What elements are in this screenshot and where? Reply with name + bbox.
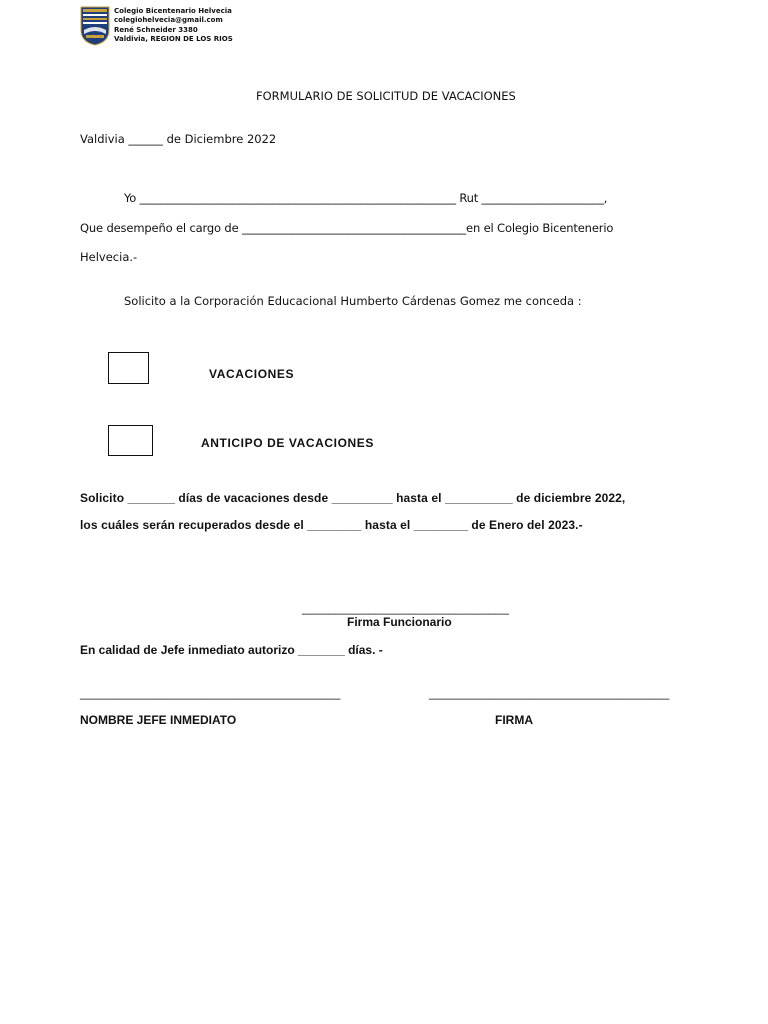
vacaciones-checkbox[interactable] [108, 352, 149, 384]
school-address: René Schneider 3380 [114, 25, 198, 34]
signature-line: _______________________________ [302, 601, 509, 615]
school-email: colegiohelvecia@gmail.com [114, 16, 223, 25]
date-line: Valdivia ______ de Diciembre 2022 [80, 132, 277, 146]
request-line-2: los cuáles serán recuperados desde el ________ hasta el ________ de Enero del 2023.- [80, 518, 583, 532]
solicito-intro: Solicito a la Corporación Educacional Humberto Cárdenas Gomez me conceda : [124, 294, 582, 308]
jefe-signature-label: FIRMA [495, 713, 533, 727]
anticipo-label: ANTICIPO DE VACACIONES [201, 436, 374, 450]
jefe-name-line: _______________________________________ [80, 686, 341, 700]
yo-line: Yo _________________________________________________________ Rut ______________________, [124, 191, 608, 205]
jefe-signature-line: ____________________________________ [429, 686, 670, 700]
helvecia-line: Helvecia.- [80, 250, 138, 264]
signature-label: Firma Funcionario [347, 615, 452, 629]
request-line-1: Solicito _______ días de vacaciones desde _________ hasta el __________ de diciembre 2022, [80, 491, 626, 505]
cargo-line: Que desempeño el cargo de ________________________________________en el Colegio Bicentenerio [80, 221, 614, 235]
school-region: Valdivia, REGION DE LOS RIOS [114, 34, 233, 43]
school-header-info [114, 7, 233, 44]
anticipo-checkbox[interactable] [108, 425, 153, 456]
authorize-line: En calidad de Jefe inmediato autorizo _______ días. - [80, 643, 383, 657]
form-title: FORMULARIO DE SOLICITUD DE VACACIONES [256, 89, 516, 103]
school-crest-logo [80, 6, 110, 46]
jefe-name-label: NOMBRE JEFE INMEDIATO [80, 713, 237, 727]
school-name: Colegio Bicentenario Helvecia [114, 7, 232, 15]
vacaciones-label: VACACIONES [209, 367, 295, 381]
